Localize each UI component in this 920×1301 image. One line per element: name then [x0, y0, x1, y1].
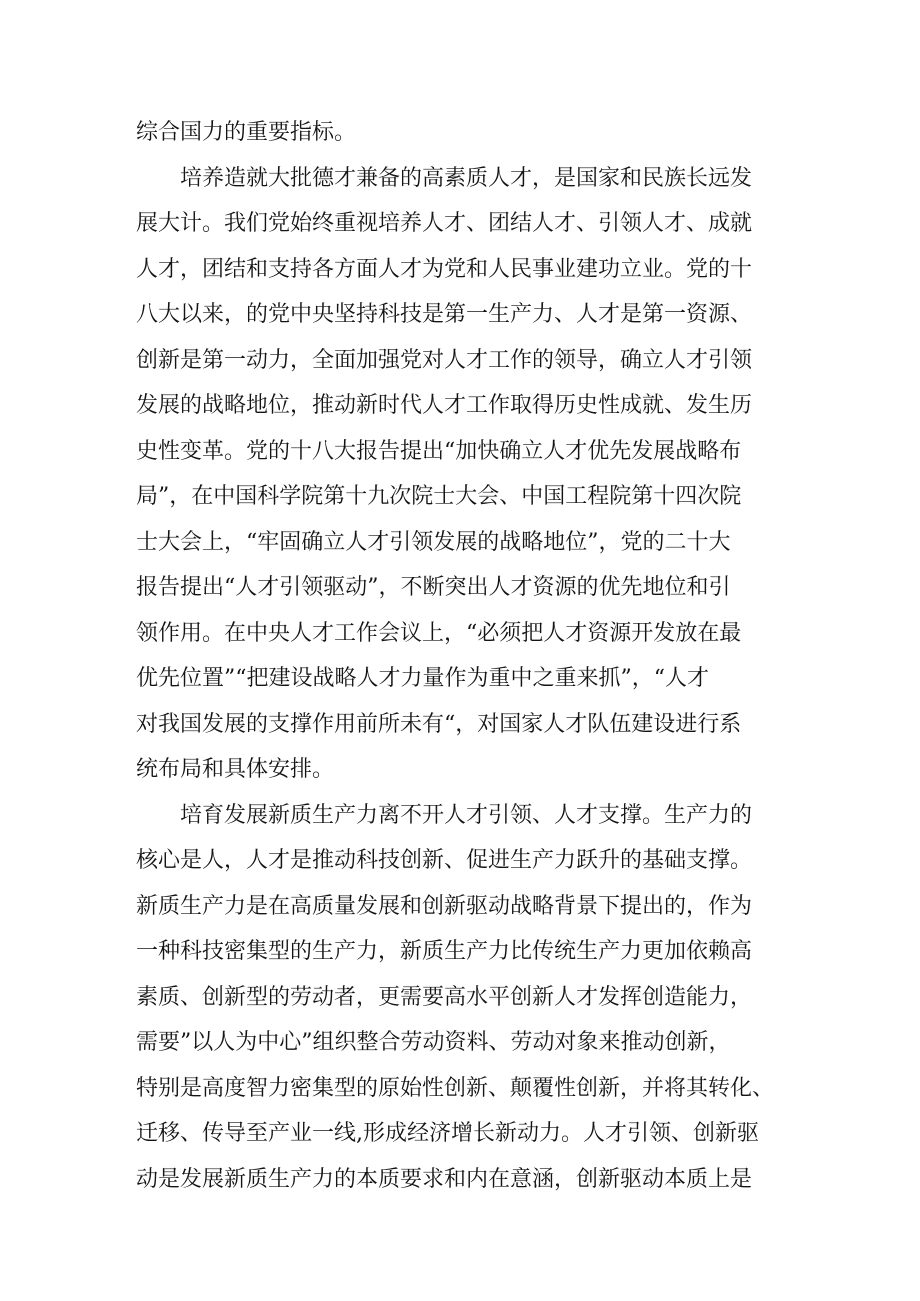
text-line: 展大计。我们党始终重视培养人才、团结人才、引领人才、成就 — [136, 211, 753, 236]
paragraph-start-line: 培养造就大批德才兼备的高素质人才，是国家和民族长远发 — [136, 165, 753, 191]
text-line: 素质、创新型的劳动者，更需要高水平创新人才发挥创造能力， — [136, 984, 753, 1010]
text-line: 领作用。在中央人才工作会议上，“必须把人才资源开发放在最 — [136, 620, 742, 646]
text-line: 报告提出“人才引领驱动”，不断突出人才资源的优先地位和引 — [136, 575, 731, 600]
text-line: 需要”以人为中心”组织整合劳动资料、劳动对象来推动创新， — [136, 1030, 731, 1055]
text-line: 统布局和具体安排。 — [136, 757, 335, 782]
text-line: 人才，团结和支持各方面人才为党和人民事业建功立业。党的十 — [136, 256, 753, 282]
text-line: 史性变革。党的十八大报告提出“加快确立人才优先发展战略布 — [136, 438, 742, 464]
text-line: 局”，在中国科学院第十九次院士大会、中国工程院第十四次院 — [136, 484, 742, 509]
text-line: 新质生产力是在高质量发展和创新驱动战略背景下提出的，作为 — [136, 893, 753, 919]
text-line: 创新是第一动力，全面加强党对人才工作的领导，确立人才引领 — [136, 347, 753, 373]
text-line: 综合国力的重要指标。 — [136, 120, 357, 145]
text-line: 优先位置”“把建设战略人才力量作为重中之重来抓”，“人才 — [136, 666, 709, 691]
text-line: 发展的战略地位，推动新时代人才工作取得历史性成就、发生历 — [136, 393, 753, 418]
text-line: 动是发展新质生产力的本质要求和内在意涵，创新驱动本质上是 — [136, 1166, 753, 1192]
document-body — [136, 110, 798, 1202]
text-line: 对我国发展的支撑作用前所未有“，对国家人才队伍建设进行系 — [136, 711, 742, 737]
text-line: 一种科技密集型的生产力，新质生产力比传统生产力更加依赖高 — [136, 939, 753, 964]
text-line: 特别是高度智力密集型的原始性创新、颠覆性创新，并将其转化、 — [136, 1075, 775, 1101]
paragraph-start-line: 培育发展新质生产力离不开人才引领、人才支撑。生产力的 — [136, 802, 753, 828]
text-line: 八大以来，的党中央坚持科技是第一生产力、人才是第一资源、 — [136, 302, 753, 327]
text-line: 迁移、传导至产业一线,形成经济增长新动力。人才引领、创新驱 — [136, 1121, 759, 1146]
text-line: 核心是人，人才是推动科技创新、促进生产力跃升的基础支撑。 — [136, 848, 753, 873]
text-line: 士大会上，“牢固确立人才引领发展的战略地位”，党的二十大 — [136, 529, 731, 555]
